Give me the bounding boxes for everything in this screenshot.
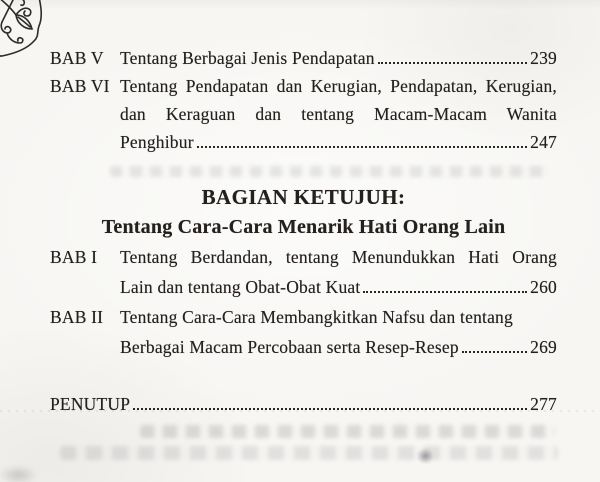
entry-label: BAB I (50, 247, 98, 267)
entry-line (120, 44, 557, 72)
entry-title: Penghibur (120, 132, 194, 152)
page-number: 239 (530, 48, 557, 68)
entry-title-line: dan Keraguan dan tentang Macam-Macam Wanita (120, 104, 557, 124)
entry-title: Lain dan tentang Obat-Obat Kuat (120, 277, 361, 297)
entry-line (120, 332, 557, 362)
section-subheading: Tentang Cara-Cara Menarik Hati Orang Lain (101, 216, 506, 238)
entry-line (120, 128, 557, 156)
entry-body (120, 44, 557, 72)
page-number: 269 (530, 337, 557, 357)
page-number: 260 (530, 277, 557, 297)
dot-leader (378, 62, 527, 64)
dot-leader (197, 146, 527, 148)
entry-line (120, 272, 557, 302)
toc-entry-bab-vi (50, 72, 557, 156)
entry-label: BAB V (50, 48, 104, 68)
dot-leader (363, 291, 527, 293)
dot-leader (133, 408, 527, 410)
entry-body (120, 302, 557, 362)
entry-title-line: Tentang Berdandan, tentang Menundukkan Hati Orang (120, 247, 557, 267)
toc-entry-bab-i (50, 242, 557, 302)
page-number: 277 (530, 394, 557, 414)
section-heading: BAGIAN KETUJUH: (201, 185, 406, 209)
dot-leader (462, 351, 527, 353)
toc-entry-bab-v (50, 44, 557, 72)
scan-bleed-artifact (140, 425, 555, 438)
entry-title: Tentang Berbagai Jenis Pendapatan (120, 48, 375, 68)
toc-entry-penutup (50, 389, 557, 419)
closing-label: PENUTUP (50, 394, 131, 414)
table-of-contents (50, 44, 557, 419)
ink-smudge-artifact (413, 445, 437, 467)
entry-label: BAB VI (50, 76, 110, 96)
page-number: 247 (530, 132, 557, 152)
entry-title-line: Tentang Pendapatan dan Kerugian, Pendapatan, Kerugian, (120, 76, 557, 96)
entry-title: Berbagai Macam Percobaan serta Resep-Resep (120, 337, 459, 357)
entry-title-line: Tentang Cara-Cara Membangkitkan Nafsu dan tentang (120, 307, 513, 327)
entry-body (120, 242, 557, 302)
entry-label: BAB II (50, 307, 104, 327)
entry-body (120, 72, 557, 156)
toc-entry-bab-ii (50, 302, 557, 362)
scan-bleed-artifact (60, 446, 558, 460)
entry-line (50, 389, 557, 419)
corner-smudge-artifact (0, 462, 44, 482)
section-heading-block (50, 182, 557, 242)
